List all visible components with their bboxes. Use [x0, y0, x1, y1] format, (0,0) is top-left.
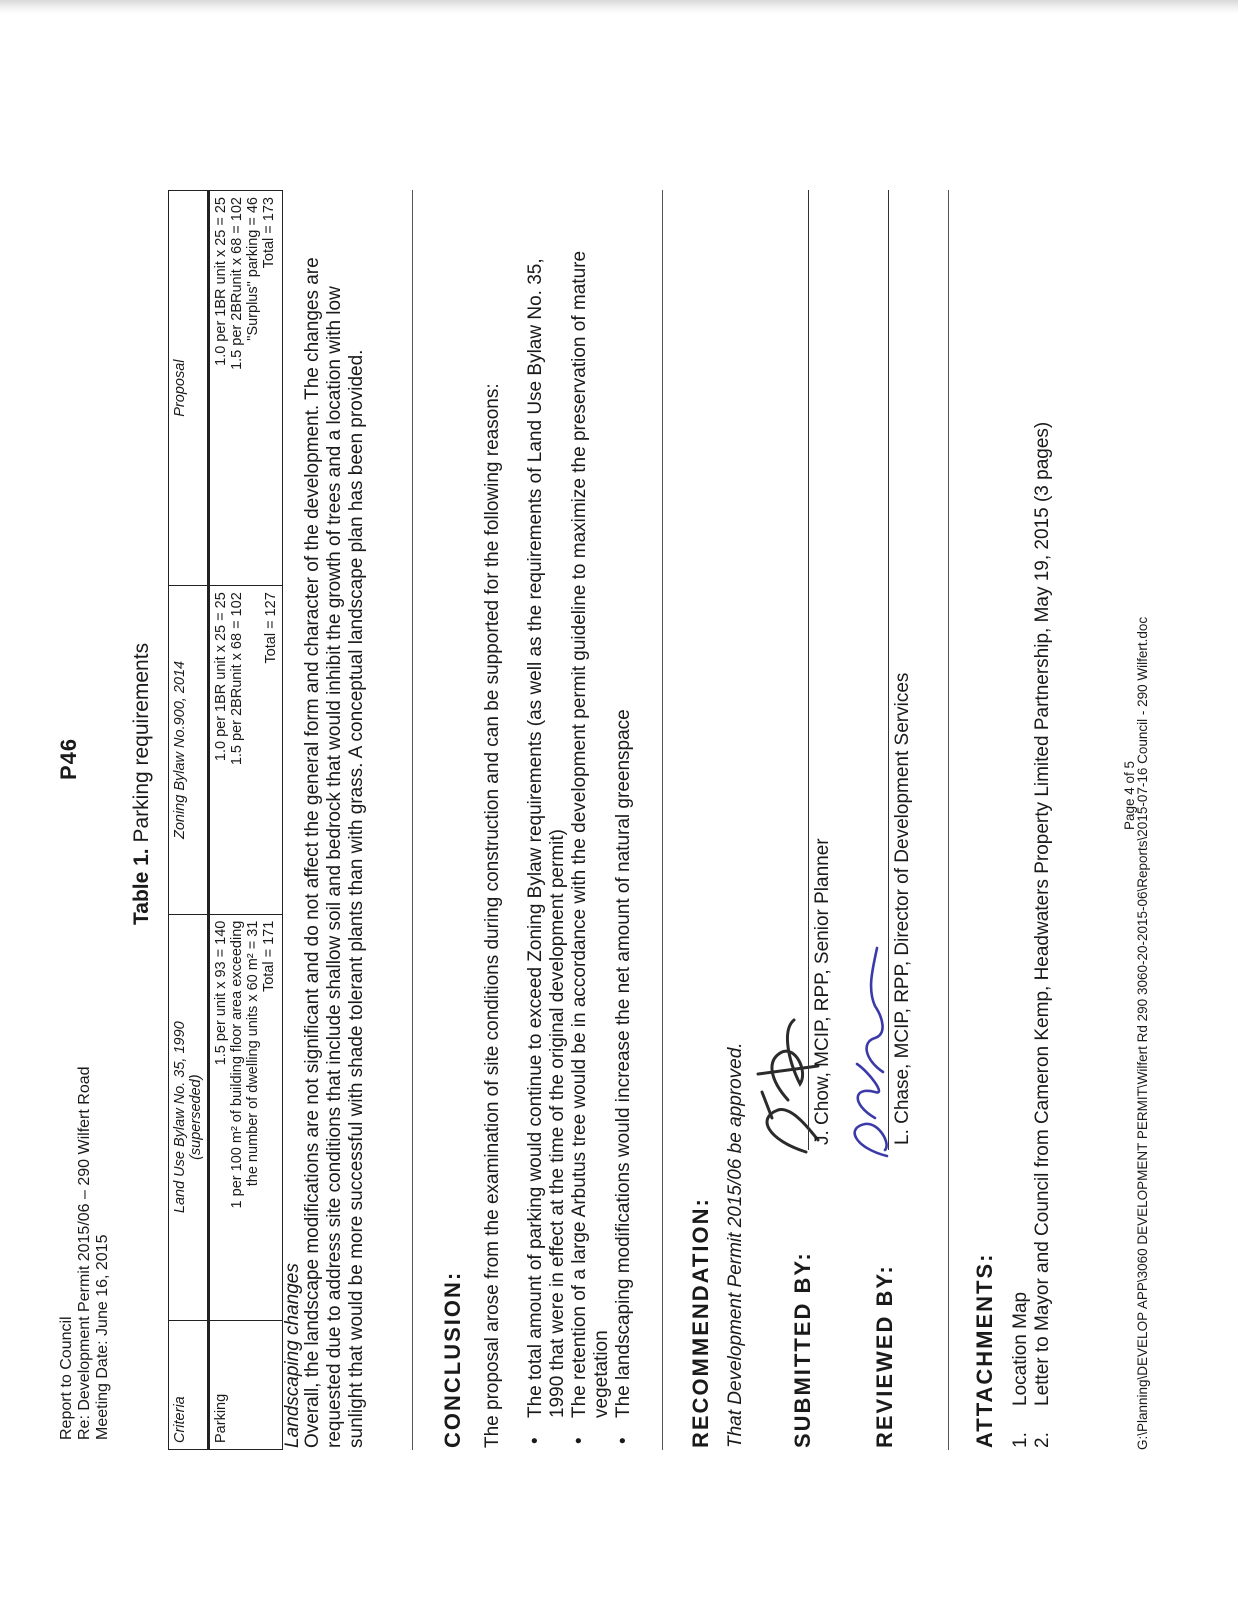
reason-text: The landscaping modifications would increase the net amount of natural greenspace	[613, 709, 634, 1418]
landscaping-paragraph: Overall, the landscape modifications are not significant and do not affect the general form and character of the development. The changes are requested due to address site conditions that include shallow soil and bedrock that would inhibit the growth of trees and a location with low sunlight that would be more successful with shade tolerant plants than with grass. A conceptual landscape plan has been provided.	[302, 257, 367, 1448]
land-use-line: 1 per 100 m² of building floor area exceeding	[229, 920, 245, 1209]
bullet-icon: •	[525, 1437, 546, 1444]
submitted-by-name: J. Chow, MCIP, RPP, Senior Planner	[812, 838, 833, 1145]
file-path: G:\Planning\DEVELOP APP\3060 DEVELOPMENT PERMIT\Wilfert Rd 290 3060-20-2015-06\Reports\2015-07-16 Council - 290 Wilfert.doc	[1135, 616, 1150, 1450]
signature-line	[808, 190, 809, 1150]
attachment-number: 2.	[1032, 1432, 1053, 1448]
recommendation-text: That Development Permit 2015/06 be approved.	[725, 1042, 746, 1448]
bullet-icon: •	[569, 1437, 590, 1444]
list-item	[1032, 248, 1054, 1448]
list-item	[525, 228, 569, 1444]
zoning-line: 1.5 per 2BRunit x 68 = 102	[229, 592, 245, 766]
conclusion-reasons-list	[525, 228, 635, 1448]
table-header-row	[169, 191, 209, 1450]
reason-text: The retention of a large Arbutus tree would be in accordance with the development permit guideline to maximize the preservation of mature vegetation	[569, 250, 612, 1418]
header-line-meeting-date: Meeting Date: June 16, 2015	[94, 1234, 111, 1440]
page-marker: P46	[56, 737, 81, 780]
attachments-list	[1010, 248, 1054, 1448]
reviewed-by-name: L. Chase, MCIP, RPP, Director of Development Services	[892, 672, 913, 1145]
zoning-spacer	[245, 592, 263, 907]
attachment-text: Location Map	[1010, 1291, 1031, 1406]
proposal-total: Total = 173	[261, 197, 277, 269]
land-use-line: the number of dwelling units x 60 m² = 31	[245, 920, 261, 1187]
land-use-total: Total = 171	[261, 920, 277, 993]
list-item	[1010, 248, 1032, 1448]
reviewed-by-heading: REVIEWED BY:	[872, 1264, 897, 1448]
header-proposal: Proposal	[169, 191, 209, 586]
conclusion-intro: The proposal arose from the examination of site conditions during construction and can be supported for the following reasons:	[482, 383, 503, 1448]
section-divider	[412, 190, 413, 1450]
bullet-icon: •	[613, 1437, 634, 1444]
proposal-line: 1.0 per 1BR unit x 25 = 25	[213, 197, 229, 366]
header-zoning-bylaw: Zoning Bylaw No.900, 2014	[169, 586, 209, 914]
header-line-subject: Re: Development Permit 2015/06 – 290 Wilfert Road	[76, 1066, 93, 1440]
list-item	[569, 228, 613, 1444]
submitted-by-heading: SUBMITTED BY:	[790, 1251, 815, 1448]
header-land-use-title: Land Use Bylaw No. 35, 1990	[172, 1021, 188, 1214]
header-line-report: Report to Council	[58, 1316, 75, 1440]
cell-proposal	[209, 191, 283, 586]
landscaping-heading: Landscaping changes	[282, 1263, 303, 1448]
proposal-line: "Surplus" parking = 46	[245, 197, 261, 341]
cell-land-use	[209, 914, 283, 1320]
conclusion-heading: CONCLUSION:	[440, 1270, 465, 1448]
header-criteria: Criteria	[169, 1320, 209, 1449]
header-land-use-note: (superseded)	[188, 1074, 204, 1160]
zoning-total: Total = 127	[263, 592, 279, 664]
signature-line	[888, 190, 889, 1150]
cell-zoning	[209, 586, 283, 914]
attachment-number: 1.	[1010, 1432, 1031, 1448]
attachment-text: Letter to Mayor and Council from Cameron Kemp, Headwaters Property Limited Partnership, May 19, 2015 (3 pages)	[1032, 421, 1053, 1406]
table-title-number: Table 1.	[130, 848, 153, 925]
table-title	[130, 643, 154, 925]
list-item	[613, 228, 635, 1444]
recommendation-heading: RECOMMENDATION:	[688, 1197, 713, 1448]
zoning-line: 1.0 per 1BR unit x 25 = 25	[213, 592, 229, 762]
header-land-use-bylaw	[169, 914, 209, 1320]
page-number: Page 4 of 5	[1122, 760, 1137, 830]
reason-text: The total amount of parking would continue to exceed Zoning Bylaw requirements (as well as the requirements of Land Use Bylaw No. 35, 1990 that were in effect at the time of the original development permit)	[525, 258, 568, 1418]
table-title-text: Parking requirements	[130, 642, 153, 849]
proposal-line: 1.5 per 2BRunit x 68 = 102	[229, 197, 245, 370]
report-header	[58, 1066, 112, 1440]
parking-requirements-table	[168, 190, 283, 1450]
cell-criteria: Parking	[209, 1320, 283, 1449]
section-divider	[662, 190, 663, 1450]
attachments-heading: ATTACHMENTS:	[972, 1252, 997, 1448]
land-use-line: 1.5 per unit x 93 = 140	[213, 920, 229, 1066]
table-row	[209, 191, 283, 1450]
section-divider	[948, 190, 949, 1450]
